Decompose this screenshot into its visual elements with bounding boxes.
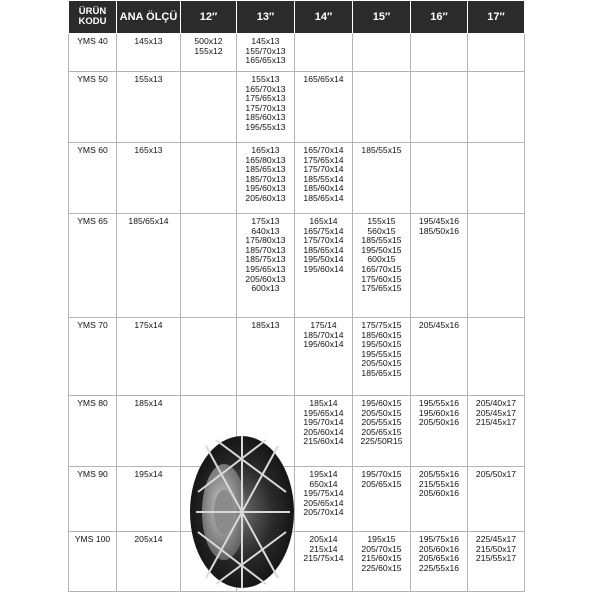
main-size-cell: 145x13 [117,34,181,72]
tire-size: 225/50R15 [360,436,403,447]
tire-size: 185/75x13 [245,254,286,265]
tire-size: 205/70x14 [303,507,344,518]
table-row [69,214,525,318]
tire-size: 195/65x13 [245,263,286,274]
tire-size: 215/45x17 [475,417,517,428]
size-cell [295,467,353,532]
size-cell [353,214,411,318]
size-cell [411,214,468,318]
tire-size: 175/65x14 [303,154,344,165]
tire-size: 185x13 [251,320,280,330]
tire-size: 215/50x17 [475,543,517,554]
tire-size: 195/65x14 [303,407,344,418]
tire-size: 165/70x15 [361,263,402,274]
product-code-cell: YMS 80 [69,396,117,467]
tire-size: 175/65x15 [361,283,402,294]
tire-size: 165/70x14 [303,145,344,155]
main-size-cell: 175x14 [117,318,181,396]
table-row [69,396,525,467]
tire-size: 195/75x16 [418,534,460,544]
tire-size: 165/80x13 [245,154,286,165]
product-code-cell: YMS 50 [69,72,117,143]
size-cell [181,214,237,318]
tire-size: 185/55x15 [361,235,402,246]
tire-size: 195/60x16 [418,407,460,418]
tire-size: 185/70x13 [245,244,286,255]
tire-size: 185/55x15 [361,145,402,155]
tire-size: 175/14 [310,320,337,330]
size-cell [353,396,411,467]
header-size-16: 16″ [411,1,468,34]
size-cell [468,318,525,396]
main-size-cell: 155x13 [117,72,181,143]
size-cell [181,143,237,214]
tire-size: 155x15 [367,216,396,226]
tire-size: 640x13 [251,225,280,236]
product-code-cell: YMS 100 [69,532,117,592]
size-cell [181,318,237,396]
tire-size: 215/60x14 [303,436,344,447]
tire-size: 195/55x13 [245,121,286,132]
tire-size: 225/55x16 [418,562,460,573]
size-cell [468,396,525,467]
size-cell [181,34,237,72]
size-cell [237,318,295,396]
tire-size: 155/70x13 [245,45,286,56]
tire-size: 155x13 [251,74,280,84]
tire-size: 215/75x14 [303,553,344,564]
product-code-cell: YMS 70 [69,318,117,396]
tire-size: 205/60x13 [245,192,286,203]
size-cell [295,396,353,467]
main-size-cell: 185x14 [117,396,181,467]
table-row [69,34,525,72]
tire-size: 215/60x15 [361,553,402,564]
size-cell [468,143,525,214]
tire-size: 185/70x14 [303,329,344,340]
tire-size: 650x14 [309,478,338,489]
tire-size: 185/60x14 [303,183,344,194]
size-cell [181,72,237,143]
tire-size: 215x14 [309,543,338,554]
tire-size: 175/80x13 [245,235,286,246]
tire-size: 205/40x17 [475,398,517,408]
tire-size: 165/70x13 [245,83,286,94]
table-row [69,532,525,592]
tire-size: 165/65x14 [303,74,344,84]
tire-size: 175/75x15 [361,320,402,330]
tire-size: 205/60x14 [303,426,344,437]
tire-size: 225/60x15 [361,562,402,573]
tire-size: 165/75x14 [303,225,344,236]
tire-size: 175/70x14 [303,164,344,175]
tire-size: 195/55x15 [361,348,402,359]
tire-size: 195/50x15 [361,244,402,255]
tire-size: 205/65x14 [303,497,344,508]
tire-size: 185/60x15 [361,329,402,340]
tire-size: 185/70x13 [245,173,286,184]
size-cell [468,467,525,532]
size-table-wrapper [68,0,524,592]
snow-chain-tire-image [186,432,296,588]
table-row [69,143,525,214]
size-cell [353,532,411,592]
tire-size: 205x14 [309,534,338,544]
size-cell [468,532,525,592]
tire-size: 195/60x15 [361,398,402,408]
tire-size: 195/45x16 [418,216,460,226]
size-cell [295,318,353,396]
tire-size: 155x12 [194,45,223,56]
size-cell [353,143,411,214]
tire-size: 205/50x15 [361,358,402,369]
size-cell [353,318,411,396]
tire-size: 185/65x14 [303,244,344,255]
size-cell [411,72,468,143]
tire-size: 195/60x13 [245,183,286,194]
main-size-cell: 165x13 [117,143,181,214]
header-main-size: ANA ÖLÇÜ [117,1,181,34]
tire-size: 195/50x14 [303,254,344,265]
snow-chain-size-table [68,0,525,592]
size-cell [237,143,295,214]
header-size-12: 12″ [181,1,237,34]
tire-size: 195/50x15 [361,339,402,350]
tire-size: 195/60x14 [303,339,344,350]
tire-size: 500x12 [194,36,223,46]
tire-size: 205/45x16 [418,320,460,330]
tire-size: 175/60x15 [361,273,402,284]
tire-size: 600x13 [251,283,280,294]
tire-size: 195/70x14 [303,417,344,428]
tire-size: 205/65x16 [418,553,460,564]
table-header-row [69,1,525,34]
header-size-14: 14″ [295,1,353,34]
tire-size: 600x15 [367,254,396,265]
tire-size: 165x13 [251,145,280,155]
tire-size: 205/60x16 [418,543,460,554]
tire-size: 185/50x16 [418,225,460,236]
tire-size: 175x13 [251,216,280,226]
table-row [69,467,525,532]
size-cell [411,532,468,592]
tire-size: 195/60x14 [303,263,344,274]
tire-size: 185/60x13 [245,112,286,123]
header-size-13: 13″ [237,1,295,34]
size-cell [468,72,525,143]
tire-size: 195x14 [309,469,338,479]
tire-size: 185/65x15 [361,367,402,378]
size-cell [411,34,468,72]
tire-size: 205/60x13 [245,273,286,284]
size-cell [411,467,468,532]
tire-size: 205/50x17 [475,469,517,479]
tire-size: 215/55x16 [418,478,460,489]
product-code-cell: YMS 90 [69,467,117,532]
size-cell [295,532,353,592]
tire-size: 175/65x13 [245,93,286,104]
tire-size: 185/65x13 [245,164,286,175]
tire-size: 205/55x15 [361,417,402,428]
tire-size: 165x14 [309,216,338,226]
tire-size: 560x15 [367,225,396,236]
size-cell [411,396,468,467]
size-cell [353,72,411,143]
size-cell [468,34,525,72]
size-cell [295,214,353,318]
tire-size: 215/55x17 [475,553,517,564]
tire-size: 205/60x16 [418,488,460,499]
tire-size: 205/55x16 [418,469,460,479]
size-cell [237,214,295,318]
tire-size: 195/55x16 [418,398,460,408]
table-row [69,318,525,396]
tire-size: 205/45x17 [475,407,517,418]
size-cell [295,143,353,214]
tire-size: 205/65x15 [361,478,402,489]
tire-size: 165/65x13 [245,55,286,66]
tire-size: 195/75x14 [303,488,344,499]
main-size-cell: 205x14 [117,532,181,592]
tire-size: 205/50x15 [361,407,402,418]
tire-size: 225/45x17 [475,534,517,544]
table-row [69,72,525,143]
tire-size: 185/65x14 [303,192,344,203]
size-cell [468,214,525,318]
size-cell [295,72,353,143]
size-cell [237,72,295,143]
tire-size: 195/70x15 [361,469,402,479]
size-cell [353,34,411,72]
main-size-cell: 185/65x14 [117,214,181,318]
size-cell [411,143,468,214]
header-product-code: ÜRÜN KODU [69,1,117,34]
tire-size: 205/70x15 [361,543,402,554]
tire-size: 205/50x16 [418,417,460,428]
header-size-17: 17″ [468,1,525,34]
product-code-cell: YMS 65 [69,214,117,318]
main-size-cell: 195x14 [117,467,181,532]
product-code-cell: YMS 40 [69,34,117,72]
tire-size: 185x14 [309,398,338,408]
tire-size: 175/70x14 [303,235,344,246]
tire-size: 205/65x15 [361,426,402,437]
size-cell [411,318,468,396]
tire-size: 175/70x13 [245,102,286,113]
header-size-15: 15″ [353,1,411,34]
size-cell [295,34,353,72]
size-cell [353,467,411,532]
tire-size: 185/55x14 [303,173,344,184]
product-code-cell: YMS 60 [69,143,117,214]
tire-size: 195x15 [367,534,396,544]
size-cell [237,34,295,72]
tire-size: 145x13 [251,36,280,46]
